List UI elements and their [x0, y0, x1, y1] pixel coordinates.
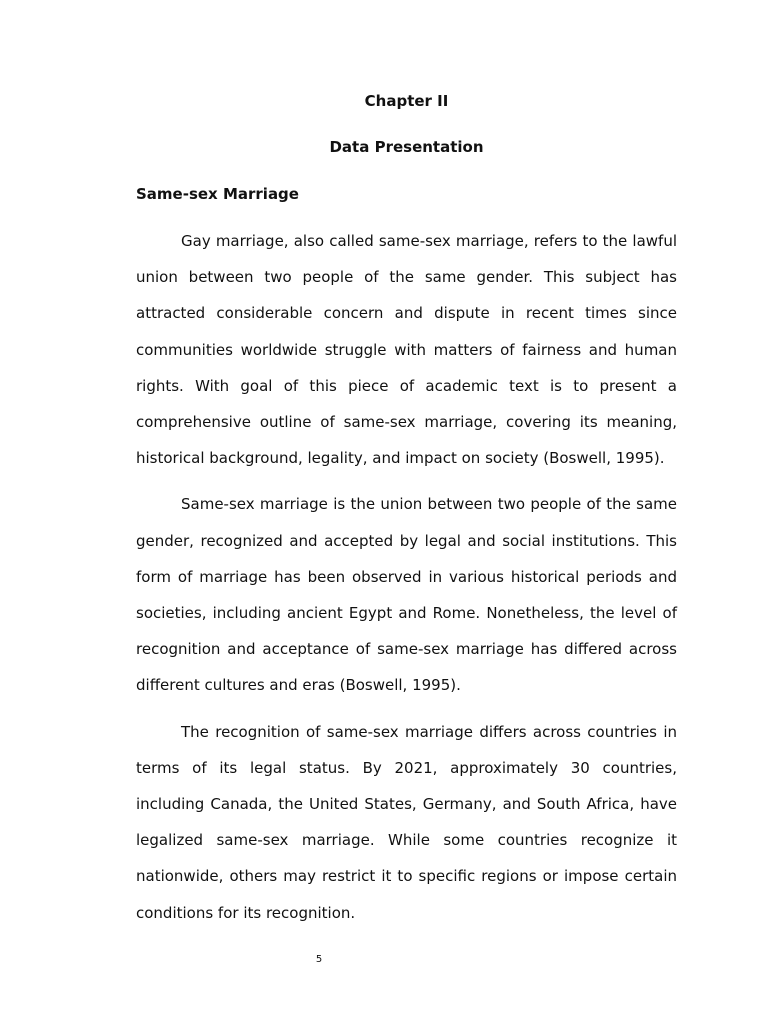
subsection-heading: Same-sex Marriage [136, 185, 299, 203]
paragraph-3: The recognition of same-sex marriage differs across countries in terms of its legal status. By 2021, approximately 30 countries, including Canada, the United States, Germany, and South Africa, have legalized same-sex marriage. While some countries recognize it nationwide, others may restrict it to specific regions or impose certain conditions for its recognition. [136, 722, 677, 922]
body-text [136, 223, 677, 941]
paragraph-1: Gay marriage, also called same-sex marriage, refers to the lawful union between two people of the same gender. This subject has attracted considerable concern and dispute in recent times since communities worldwide struggle with matters of fairness and human rights. With goal of this piece of academic text is to present a comprehensive outline of same-sex marriage, covering its meaning, historical background, legality, and impact on society (Boswell, 1995). [136, 232, 677, 468]
chapter-title: Chapter II [364, 92, 449, 110]
paragraph-2: Same-sex marriage is the union between two people of the same gender, recognized and accepted by legal and social institutions. This form of marriage has been observed in various historical periods and societies, including ancient Egypt and Rome. Nonetheless, the level of recognition and acceptance of same-sex marriage has differed across different cultures and eras (Boswell, 1995). [136, 495, 677, 695]
page-number: 5 [315, 954, 323, 965]
section-title: Data Presentation [329, 138, 484, 156]
